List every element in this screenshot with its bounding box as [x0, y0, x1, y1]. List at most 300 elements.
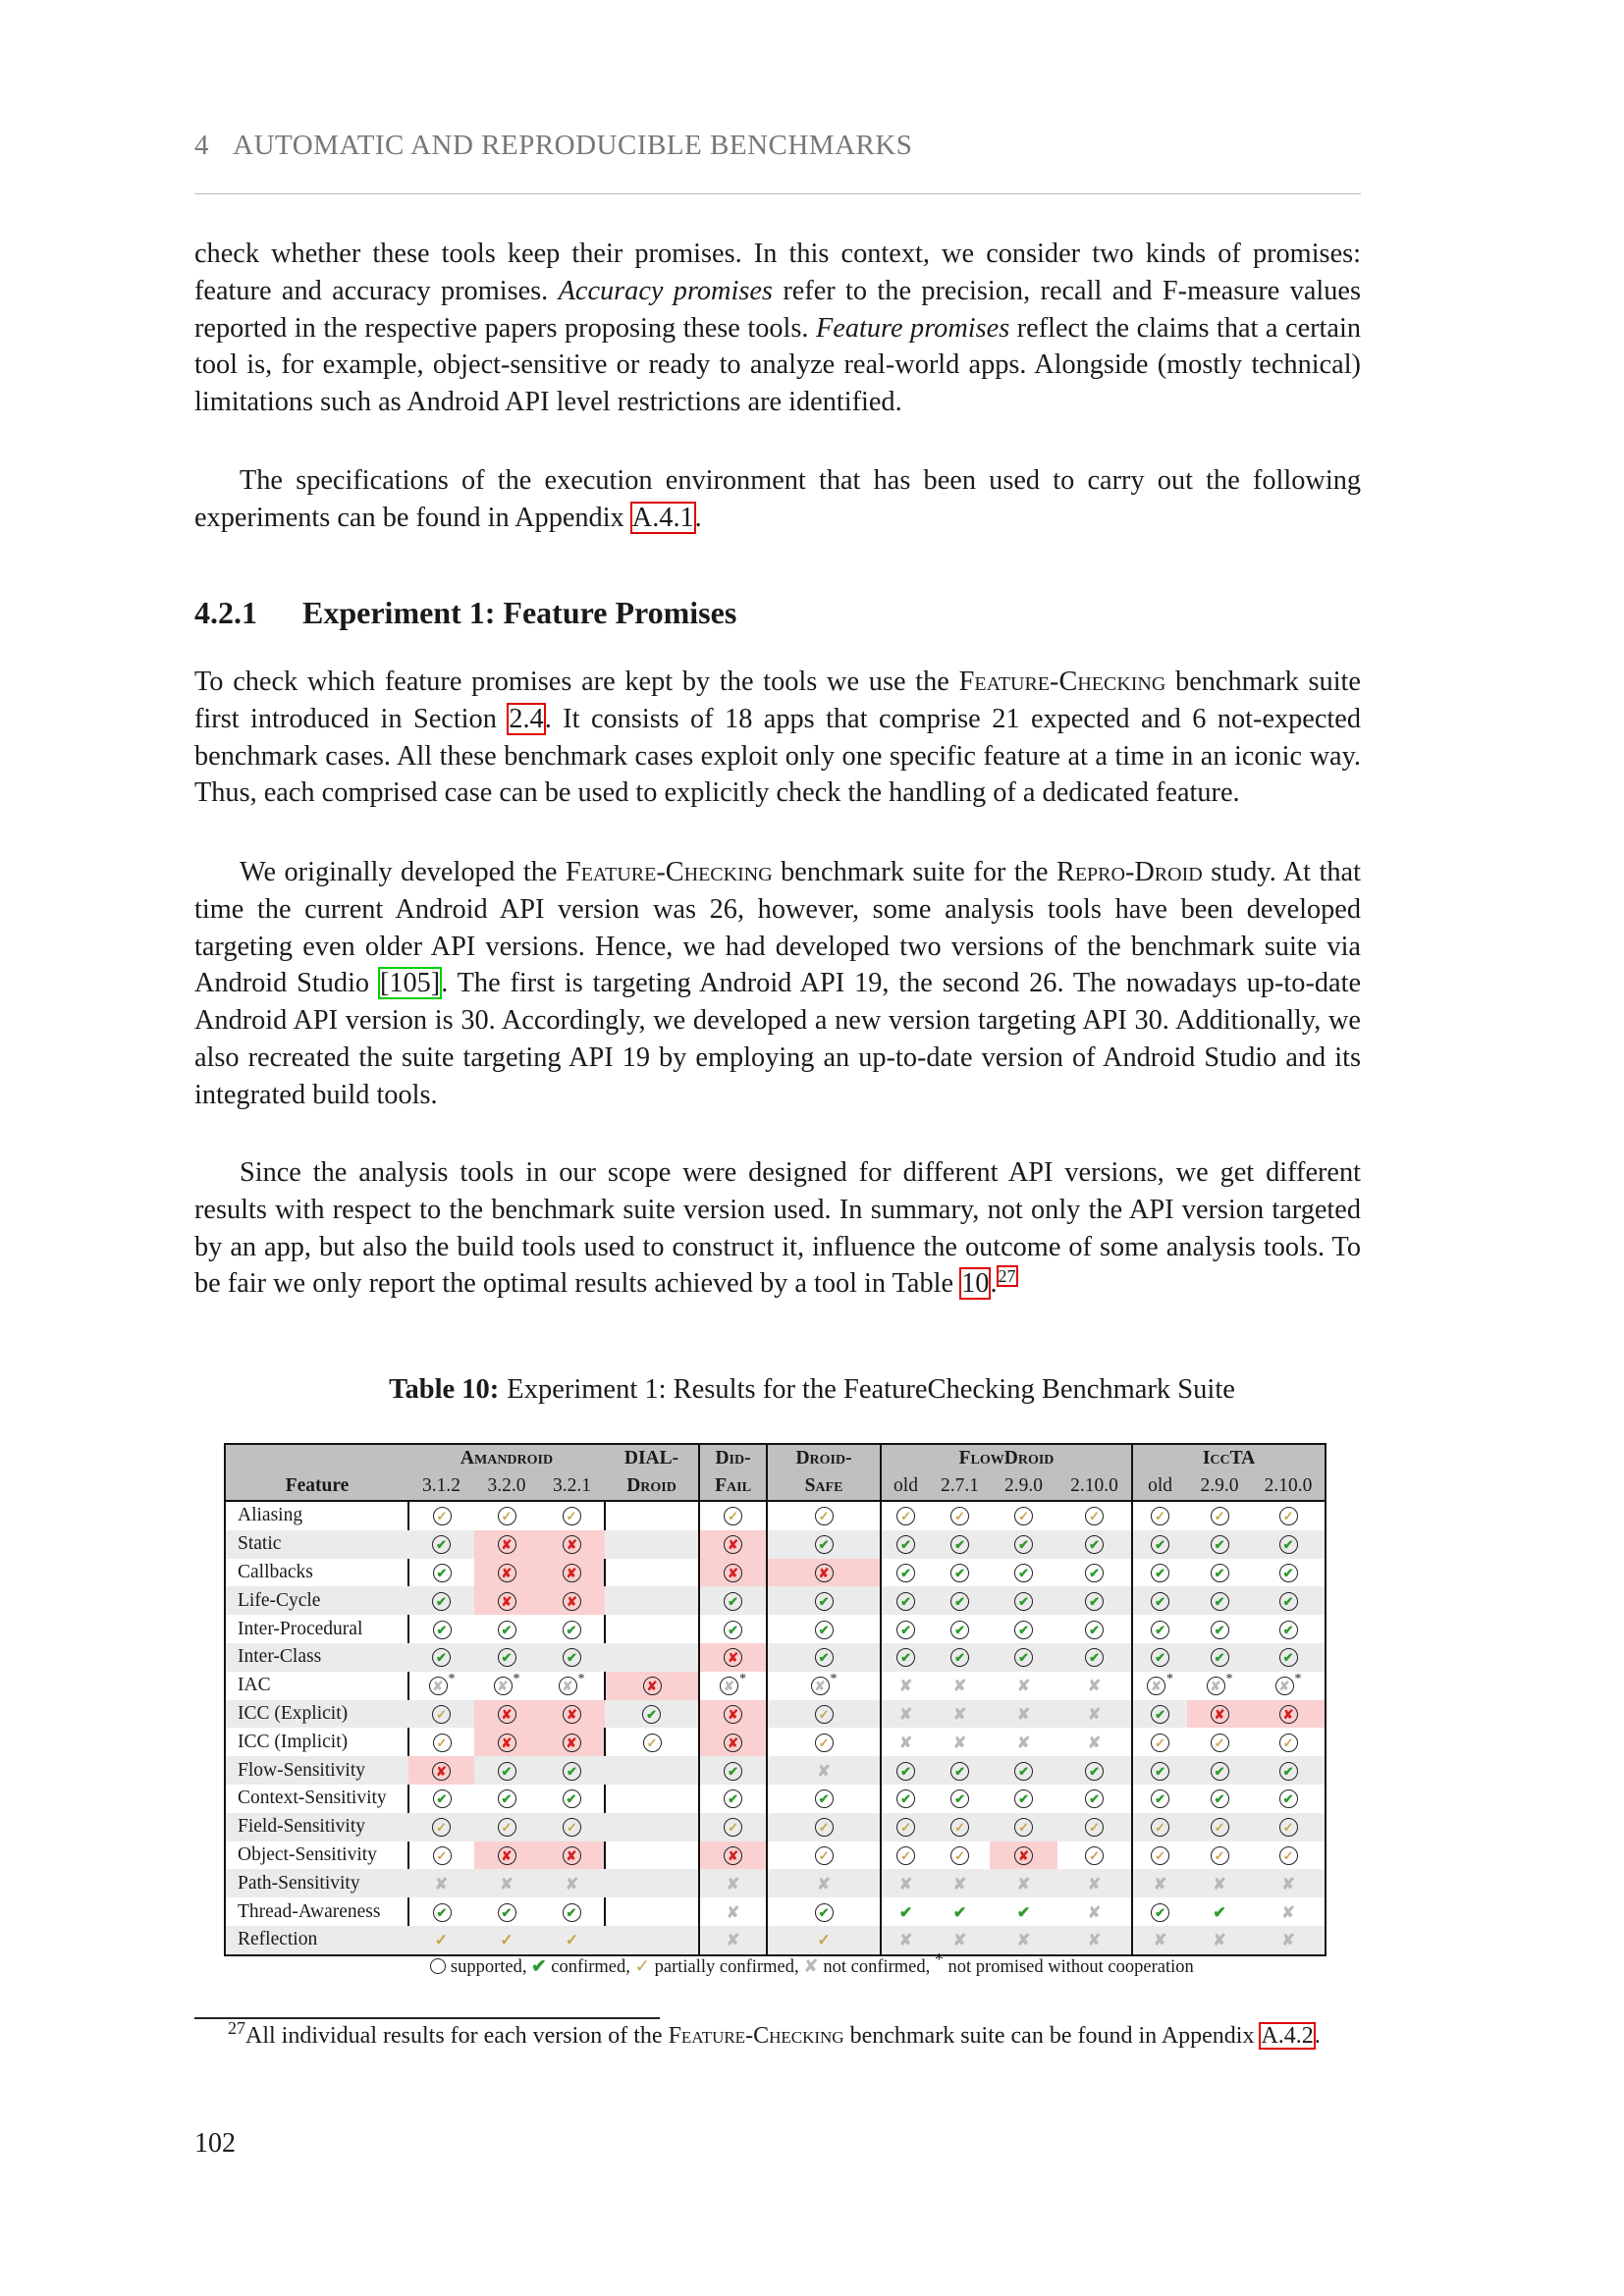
confirmed-check-circle-icon: ✔ [896, 1762, 915, 1781]
result-cell [767, 1756, 881, 1785]
text-segment: The specifications of the execution environment that has been used to carry out the following experiments can be found in Appendix [194, 465, 1361, 533]
feature-name: Context-Sensitivity [238, 1788, 387, 1809]
result-cell [990, 1501, 1057, 1530]
not-confirmed-cross-icon: ✘ [726, 1932, 740, 1949]
failed-cross-circle-icon: ✘ [1211, 1705, 1229, 1724]
result-cell [930, 1756, 990, 1785]
not-confirmed-cross-icon: ✘ [1087, 1735, 1102, 1752]
not-confirmed-cross-icon: ✘ [1281, 1932, 1295, 1949]
confirmed-check-circle-icon: ✔ [563, 1648, 581, 1667]
failed-cross-circle-icon: ✘ [498, 1564, 516, 1582]
result-cell [474, 1926, 539, 1955]
result-cell [1057, 1559, 1132, 1587]
feature-name: Field-Sensitivity [225, 1813, 408, 1842]
table-row [225, 1559, 1326, 1587]
not-confirmed-cross-icon: ✘ [1087, 1876, 1102, 1894]
result-cell [1252, 1700, 1326, 1729]
failed-cross-circle-icon: ✘ [498, 1535, 516, 1554]
partial-check-circle-icon: ✓ [896, 1507, 915, 1525]
failed-cross-circle-icon: ✘ [563, 1705, 581, 1724]
version-header: 2.10.0 [1057, 1472, 1132, 1501]
failed-cross-circle-icon: ✘ [498, 1705, 516, 1724]
not-confirmed-cross-icon: ✘ [952, 1678, 967, 1695]
result-cell [767, 1869, 881, 1897]
result-cell [1132, 1672, 1187, 1700]
result-cell [474, 1897, 539, 1926]
result-cell [539, 1756, 605, 1785]
result-cell [474, 1785, 539, 1813]
not-confirmed-cross-icon: ✘ [1087, 1678, 1102, 1695]
result-cell [1132, 1897, 1187, 1926]
result-cell [539, 1842, 605, 1870]
section-heading [194, 595, 736, 631]
text-segment: Since the analysis tools in our scope were designed for different API versions, we get different results with respect to the benchmark suite version used. In summary, not only the API version targeted by an app, but also the build tools used to construct it, influence the outcome of some analysis tools. To be fair we only report the optimal results achieved by a tool in Table [194, 1157, 1361, 1300]
not-confirmed-cross-icon: ✘ [1281, 1904, 1295, 1922]
partial-check-circle-icon: ✓ [1085, 1846, 1104, 1865]
not-confirmed-cross-icon: ✘ [1087, 1904, 1102, 1922]
not-confirmed-cross-circle-icon: ✘ [1207, 1677, 1225, 1695]
feature-name: ICC (Implicit) [238, 1731, 349, 1752]
not-confirmed-cross-icon: ✘ [1153, 1876, 1167, 1894]
confirmed-check-circle-icon: ✔ [950, 1592, 969, 1611]
version-header: old [1132, 1472, 1187, 1501]
result-cell [1132, 1643, 1187, 1672]
confirmed-check-circle-icon: ✔ [1211, 1592, 1229, 1611]
partial-check-circle-icon: ✓ [1151, 1846, 1169, 1865]
result-cell [1252, 1926, 1326, 1955]
result-cell [699, 1926, 767, 1955]
confirmed-check-circle-icon: ✔ [1014, 1592, 1033, 1611]
result-cell [1252, 1615, 1326, 1643]
result-cell [1057, 1869, 1132, 1897]
failed-cross-circle-icon: ✘ [724, 1705, 742, 1724]
not-confirmed-cross-icon: ✘ [1153, 1932, 1167, 1949]
partial-check-circle-icon: ✓ [724, 1507, 742, 1525]
confirmed-check-icon: ✔ [531, 1957, 547, 1977]
result-cell [1252, 1785, 1326, 1813]
result-cell [1187, 1785, 1252, 1813]
feature-name: Path-Sensitivity [225, 1869, 408, 1897]
result-cell [474, 1813, 539, 1842]
result-cell [605, 1643, 699, 1672]
text-segment: Feature-Checking [958, 667, 1166, 697]
result-cell [930, 1700, 990, 1729]
confirmed-check-circle-icon: ✔ [1151, 1789, 1169, 1808]
result-cell [408, 1756, 474, 1785]
text-segment: Feature-Checking [668, 2023, 844, 2049]
not-confirmed-cross-icon: ✘ [1016, 1735, 1031, 1752]
result-cell [990, 1559, 1057, 1587]
result-cell [605, 1869, 699, 1897]
result-cell [605, 1813, 699, 1842]
table-row [225, 1926, 1326, 1955]
tool-group-header: Did- [699, 1444, 767, 1472]
partial-check-circle-icon: ✓ [1085, 1507, 1104, 1525]
confirmed-check-circle-icon: ✔ [432, 1535, 451, 1554]
confirmed-check-circle-icon: ✔ [1085, 1648, 1104, 1667]
confirmed-check-circle-icon: ✔ [433, 1621, 452, 1639]
result-cell [1057, 1728, 1132, 1756]
result-cell [767, 1559, 881, 1587]
result-cell [1132, 1926, 1187, 1955]
result-cell [1187, 1756, 1252, 1785]
version-header: 2.7.1 [930, 1472, 990, 1501]
result-cell [1187, 1700, 1252, 1729]
result-cell [408, 1615, 474, 1643]
confirmed-check-circle-icon: ✔ [1279, 1621, 1298, 1639]
footnote-link[interactable]: 27 [998, 1265, 1016, 1286]
not-confirmed-cross-circle-icon: ✘ [1147, 1677, 1165, 1695]
result-cell [539, 1700, 605, 1729]
confirmed-check-circle-icon: ✔ [1151, 1705, 1169, 1724]
legend-supported: supported, [450, 1957, 527, 1977]
supported-circle-icon [430, 1958, 446, 1974]
table-row [225, 1785, 1326, 1813]
result-cell [767, 1615, 881, 1643]
result-cell [539, 1897, 605, 1926]
table-caption-text: Experiment 1: Results for the FeatureChecking Benchmark Suite [507, 1374, 1235, 1405]
result-cell [408, 1842, 474, 1870]
tool-group-header: FlowDroid [881, 1444, 1132, 1472]
not-confirmed-cross-icon: ✘ [434, 1876, 449, 1894]
failed-cross-circle-icon: ✘ [498, 1846, 516, 1865]
result-cell [767, 1530, 881, 1559]
not-confirmed-cross-icon: ✘ [952, 1706, 967, 1724]
result-cell [474, 1842, 539, 1870]
result-cell [881, 1897, 930, 1926]
result-cell [1252, 1756, 1326, 1785]
confirmed-check-circle-icon: ✔ [950, 1621, 969, 1639]
cross-reference-link[interactable]: 2.4 [509, 703, 544, 734]
result-cell [1252, 1842, 1326, 1870]
confirmed-check-circle-icon: ✔ [563, 1903, 581, 1922]
feature-name: ICC (Explicit) [225, 1700, 408, 1729]
partial-check-circle-icon: ✓ [1211, 1846, 1229, 1865]
text-segment: refer to the precision, recall and F-measure values reported in the respective papers proposing these tools. [194, 275, 1362, 344]
partial-check-circle-icon: ✓ [950, 1507, 969, 1525]
not-confirmed-cross-icon: ✘ [726, 1876, 740, 1894]
result-cell [767, 1700, 881, 1729]
result-cell [1132, 1869, 1187, 1897]
version-header: 3.1.2 [408, 1472, 474, 1501]
paragraph [194, 854, 1361, 1114]
result-cell [699, 1756, 767, 1785]
feature-name: Flow-Sensitivity [225, 1756, 408, 1785]
result-cell [881, 1586, 930, 1615]
confirmed-check-circle-icon: ✔ [815, 1592, 834, 1611]
results-table-container [224, 1443, 1325, 1956]
result-cell [767, 1897, 881, 1926]
feature-name: Inter-Class [225, 1643, 408, 1672]
result-cell [930, 1530, 990, 1559]
failed-cross-circle-icon: ✘ [563, 1846, 581, 1865]
result-cell [474, 1672, 539, 1700]
result-cell [408, 1700, 474, 1729]
result-cell [699, 1728, 767, 1756]
result-cell [474, 1615, 539, 1643]
result-cell [881, 1643, 930, 1672]
result-cell [699, 1897, 767, 1926]
partial-check-circle-icon: ✓ [724, 1818, 742, 1837]
not-confirmed-cross-icon: ✘ [1281, 1876, 1295, 1894]
result-cell [699, 1615, 767, 1643]
not-confirmed-cross-icon: ✘ [817, 1763, 831, 1781]
table-caption [0, 1374, 1624, 1406]
confirmed-check-circle-icon: ✔ [1279, 1592, 1298, 1611]
result-cell [1252, 1813, 1326, 1842]
result-cell [1187, 1842, 1252, 1870]
confirmed-check-circle-icon: ✔ [498, 1621, 516, 1639]
result-cell [990, 1728, 1057, 1756]
header-rule [194, 193, 1361, 194]
text-segment: study. At that time the current Android API version was 26, however, some analysis tools have been developed targeting even older API versions. Hence, we had developed two versions of the benchmark suite via Android Studio [194, 857, 1361, 999]
table-row [225, 1728, 1326, 1756]
confirmed-check-circle-icon: ✔ [1014, 1535, 1033, 1554]
result-cell [1252, 1869, 1326, 1897]
confirmed-check-icon: ✔ [898, 1904, 913, 1922]
result-cell [474, 1501, 539, 1530]
confirmed-check-icon: ✔ [952, 1904, 967, 1922]
failed-cross-circle-icon: ✘ [724, 1564, 742, 1582]
partial-check-circle-icon: ✓ [1211, 1818, 1229, 1837]
text-segment: reflect the claims that a certain tool is, for example, object-sensitive or ready to analyze real-world apps. Alongside (mostly technical) limitations such as Android API level restrictions are identified. [194, 312, 1361, 418]
partial-check-circle-icon: ✓ [1279, 1507, 1298, 1525]
result-cell [930, 1643, 990, 1672]
result-cell [767, 1643, 881, 1672]
not-confirmed-cross-icon: ✘ [1016, 1706, 1031, 1724]
not-confirmed-cross-circle-icon: ✘ [494, 1677, 513, 1695]
not-confirmed-cross-icon: ✘ [898, 1735, 913, 1752]
confirmed-check-circle-icon: ✔ [724, 1592, 742, 1611]
result-cell [990, 1756, 1057, 1785]
not-confirmed-cross-icon: ✘ [1213, 1876, 1226, 1894]
result-cell [605, 1728, 699, 1756]
partial-check-circle-icon: ✓ [896, 1846, 915, 1865]
result-cell [767, 1501, 881, 1530]
tool-group-header: Droid- [767, 1444, 881, 1472]
result-cell [1057, 1501, 1132, 1530]
cross-reference-link[interactable]: 10 [961, 1268, 990, 1300]
confirmed-check-icon: ✔ [1213, 1904, 1226, 1922]
partial-check-circle-icon: ✓ [815, 1705, 834, 1724]
result-cell [1187, 1643, 1252, 1672]
result-cell [539, 1728, 605, 1756]
result-cell [1132, 1615, 1187, 1643]
confirmed-check-circle-icon: ✔ [1279, 1535, 1298, 1554]
confirmed-check-circle-icon: ✔ [1085, 1789, 1104, 1808]
version-header: 2.9.0 [1187, 1472, 1252, 1501]
partial-check-circle-icon: ✓ [1211, 1507, 1229, 1525]
result-cell [1057, 1756, 1132, 1785]
failed-cross-circle-icon: ✘ [563, 1734, 581, 1752]
confirmed-check-circle-icon: ✔ [642, 1705, 661, 1724]
result-cell [990, 1530, 1057, 1559]
result-cell [1132, 1530, 1187, 1559]
result-cell [881, 1615, 930, 1643]
result-cell [539, 1926, 605, 1955]
result-cell [539, 1813, 605, 1842]
failed-cross-circle-icon: ✘ [724, 1535, 742, 1554]
confirmed-check-circle-icon: ✔ [896, 1592, 915, 1611]
result-cell [1187, 1501, 1252, 1530]
footnote [194, 2020, 1361, 2052]
result-cell [699, 1559, 767, 1587]
partial-check-circle-icon: ✓ [1151, 1734, 1169, 1752]
table-row [225, 1501, 1326, 1530]
result-cell [1132, 1728, 1187, 1756]
result-cell [1187, 1586, 1252, 1615]
text-segment: Repro-Droid [1056, 857, 1203, 887]
citation-link[interactable]: [105] [379, 968, 441, 999]
partial-check-circle-icon: ✓ [1279, 1734, 1298, 1752]
cross-reference-link[interactable]: A.4.2 [1261, 2023, 1314, 2049]
confirmed-check-circle-icon: ✔ [1211, 1789, 1229, 1808]
not-confirmed-cross-icon: ✘ [500, 1876, 514, 1894]
confirmed-check-circle-icon: ✔ [815, 1789, 834, 1808]
cross-reference-link[interactable]: A.4.1 [631, 502, 694, 533]
confirmed-check-circle-icon: ✔ [1151, 1903, 1169, 1922]
table-row [225, 1756, 1326, 1785]
result-cell [699, 1869, 767, 1897]
confirmed-check-circle-icon: ✔ [433, 1564, 452, 1582]
result-cell [1252, 1586, 1326, 1615]
result-cell [881, 1926, 930, 1955]
result-cell [930, 1586, 990, 1615]
result-cell [930, 1842, 990, 1870]
failed-cross-circle-icon: ✘ [724, 1648, 742, 1667]
tool-group-header: Amandroid [408, 1444, 605, 1472]
result-cell [767, 1672, 881, 1700]
chapter-number: 4 [194, 130, 209, 161]
confirmed-check-circle-icon: ✔ [896, 1648, 915, 1667]
confirmed-check-circle-icon: ✔ [950, 1564, 969, 1582]
result-cell [474, 1700, 539, 1729]
confirmed-check-circle-icon: ✔ [896, 1621, 915, 1639]
partial-check-circle-icon: ✓ [498, 1818, 516, 1837]
section-number: 4.2.1 [194, 595, 257, 630]
result-cell [539, 1869, 605, 1897]
result-cell [474, 1869, 539, 1897]
result-cell [930, 1672, 990, 1700]
table-row [225, 1842, 1326, 1870]
tool-group-header-line2: Safe [767, 1472, 881, 1501]
partial-check-circle-icon: ✓ [433, 1734, 452, 1752]
table-row [225, 1813, 1326, 1842]
failed-cross-circle-icon: ✘ [432, 1762, 451, 1781]
result-cell [605, 1842, 699, 1870]
feature-name: Life-Cycle [225, 1586, 408, 1615]
result-cell [605, 1785, 699, 1813]
result-cell [1057, 1530, 1132, 1559]
result-cell [539, 1559, 605, 1587]
failed-cross-circle-icon: ✘ [1279, 1705, 1298, 1724]
not-confirmed-cross-icon: ✘ [898, 1678, 913, 1695]
result-cell [699, 1672, 767, 1700]
not-confirmed-cross-icon: ✘ [1016, 1678, 1031, 1695]
result-cell [1187, 1813, 1252, 1842]
confirmed-check-circle-icon: ✔ [432, 1592, 451, 1611]
partial-check-circle-icon: ✓ [815, 1507, 834, 1525]
table-legend [0, 1949, 1624, 1978]
paragraph [194, 664, 1361, 812]
version-header: old [881, 1472, 930, 1501]
partial-check-circle-icon: ✓ [433, 1507, 452, 1525]
result-cell [1057, 1672, 1132, 1700]
result-cell [1057, 1700, 1132, 1729]
confirmed-check-circle-icon: ✔ [1211, 1621, 1229, 1639]
result-cell [1252, 1897, 1326, 1926]
partial-check-circle-icon: ✓ [896, 1818, 915, 1837]
result-cell [881, 1530, 930, 1559]
result-cell [990, 1926, 1057, 1955]
result-cell [605, 1756, 699, 1785]
header-spacer [225, 1444, 408, 1472]
results-table [224, 1443, 1326, 1956]
result-cell [539, 1615, 605, 1643]
no-promise-star: * [513, 1672, 520, 1687]
result-cell [930, 1869, 990, 1897]
result-cell [1187, 1926, 1252, 1955]
result-cell [990, 1813, 1057, 1842]
feature-name: Callbacks [238, 1561, 313, 1582]
result-cell [930, 1559, 990, 1587]
result-cell [408, 1501, 474, 1530]
version-header: 2.10.0 [1252, 1472, 1326, 1501]
result-cell [990, 1586, 1057, 1615]
result-cell [605, 1586, 699, 1615]
result-cell [408, 1813, 474, 1842]
partial-check-circle-icon: ✓ [563, 1507, 581, 1525]
result-cell [990, 1869, 1057, 1897]
footnote-mark: 27 [228, 2018, 245, 2038]
result-cell [474, 1586, 539, 1615]
confirmed-check-circle-icon: ✔ [896, 1789, 915, 1808]
confirmed-check-icon: ✔ [1016, 1904, 1031, 1922]
confirmed-check-circle-icon: ✔ [1151, 1648, 1169, 1667]
not-confirmed-cross-icon: ✘ [898, 1876, 913, 1894]
result-cell [1252, 1501, 1326, 1530]
text-segment: . It consists of 18 apps that comprise 21 expected and 6 not-expected benchmark cases. All these benchmark cases exploit only one specific feature at a time in an iconic way. Thus, each comprised case can be used to explicitly check the handling of a dedicated feature. [194, 703, 1362, 809]
confirmed-check-circle-icon: ✔ [724, 1789, 742, 1808]
result-cell [605, 1700, 699, 1729]
result-cell [605, 1672, 699, 1700]
text-segment: All individual results for each version of the [245, 2023, 669, 2049]
legend-confirmed: confirmed, [551, 1957, 630, 1977]
result-cell [699, 1700, 767, 1729]
version-header: 2.9.0 [990, 1472, 1057, 1501]
failed-cross-circle-icon: ✘ [815, 1564, 834, 1582]
confirmed-check-circle-icon: ✔ [950, 1648, 969, 1667]
result-cell [767, 1926, 881, 1955]
confirmed-check-circle-icon: ✔ [896, 1564, 915, 1582]
paragraph [194, 1154, 1361, 1303]
result-cell [408, 1586, 474, 1615]
result-cell [1057, 1615, 1132, 1643]
feature-name: Object-Sensitivity [238, 1843, 377, 1865]
partial-check-circle-icon: ✓ [433, 1846, 452, 1865]
text-segment: benchmark suite can be found in Appendix [843, 2023, 1261, 2049]
confirmed-check-circle-icon: ✔ [1279, 1564, 1298, 1582]
confirmed-check-circle-icon: ✔ [1085, 1592, 1104, 1611]
table-caption-label: Table 10: [389, 1374, 500, 1405]
not-confirmed-cross-icon: ✘ [817, 1876, 831, 1894]
partial-check-circle-icon: ✓ [1279, 1846, 1298, 1865]
text-segment: Feature-Checking [565, 857, 773, 887]
confirmed-check-circle-icon: ✔ [498, 1789, 516, 1808]
result-cell [990, 1897, 1057, 1926]
table-row [225, 1700, 1326, 1729]
result-cell [408, 1672, 474, 1700]
